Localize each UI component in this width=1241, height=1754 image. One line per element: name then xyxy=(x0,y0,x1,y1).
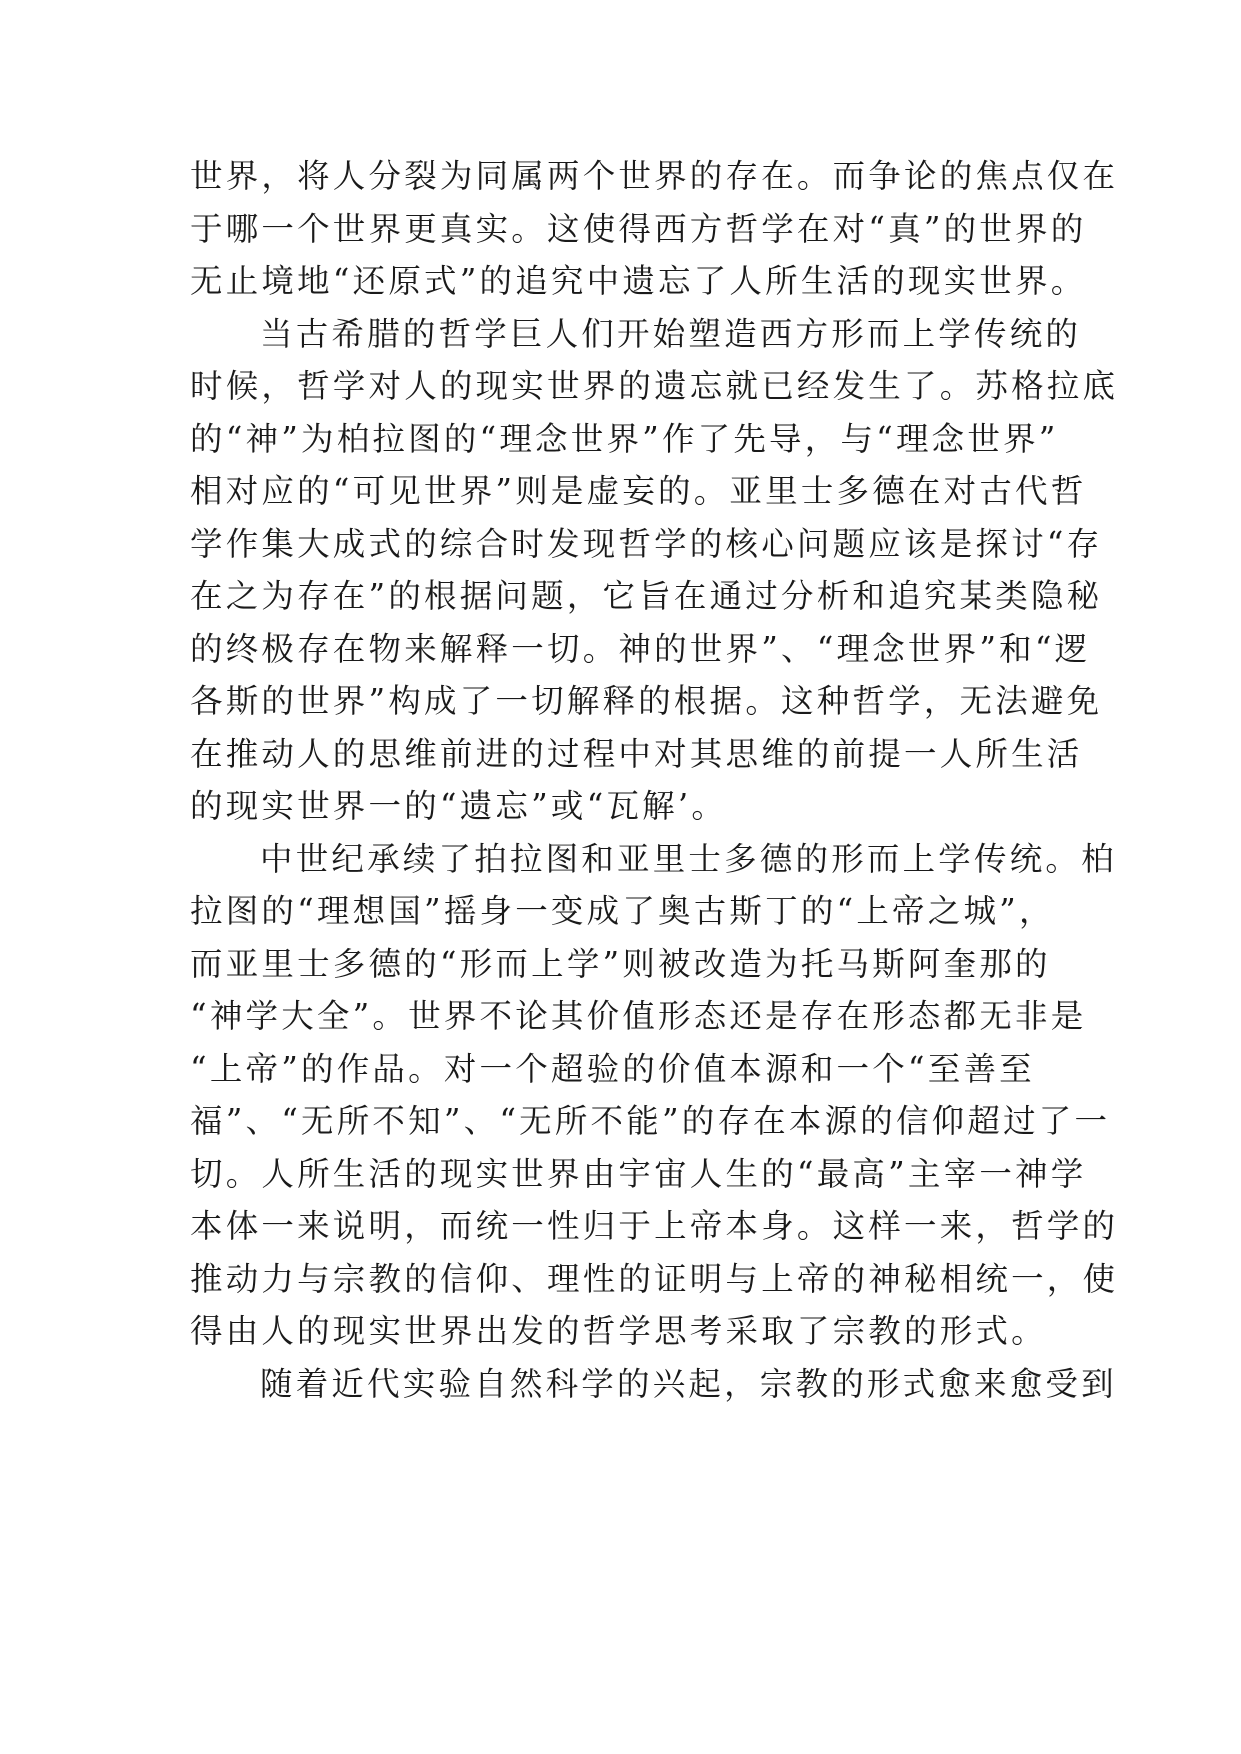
text-line: 中世纪承续了拍拉图和亚里士多德的形而上学传统。柏 xyxy=(260,839,1117,878)
text-line: 本体一来说明，而统一性归于上帝本身。这样一来，哲学的 xyxy=(190,1207,1119,1245)
text-line: “神学大全”。世界不论其价值形态还是存在形态都无非是 xyxy=(190,997,1087,1035)
text-line: 在之为存在”的根据问题，它旨在通过分析和追究某类隐秘 xyxy=(190,577,1103,615)
text-line: 福”、“无所不知”、“无所不能”的存在本源的信仰超过了一 xyxy=(190,1102,1111,1140)
text-line: 相对应的“可见世界”则是虚妄的。亚里士多德在对古代哲 xyxy=(190,472,1087,510)
text-line: 世界，将人分裂为同属两个世界的存在。而争论的焦点仅在 xyxy=(190,157,1119,195)
text-line: 的现实世界一的“遗忘”或“瓦解’。 xyxy=(190,787,728,825)
text-line: 在推动人的思维前进的过程中对其思维的前提一人所生活 xyxy=(190,734,1083,773)
text-line: 学作集大成式的综合时发现哲学的核心问题应该是探讨“存 xyxy=(190,524,1103,563)
text-line: 拉图的“理想国”摇身一变成了奥古斯丁的“上帝之城”， xyxy=(190,892,1055,930)
text-line: 当古希腊的哲学巨人们开始塑造西方形而上学传统的 xyxy=(260,314,1082,353)
text-line: 的“神”为柏拉图的“理念世界”作了先导，与“理念世界” xyxy=(190,419,1059,458)
text-line: 得由人的现实世界出发的哲学思考采取了宗教的形式。 xyxy=(190,1312,1047,1350)
text-line: 而亚里士多德的“形而上学”则被改造为托马斯阿奎那的 xyxy=(190,944,1051,983)
text-line: 的终极存在物来解释一切。神的世界”、“理念世界”和“逻 xyxy=(190,629,1091,668)
text-line: 切。人所生活的现实世界由宇宙人生的“最高”主宰一神学 xyxy=(190,1154,1087,1193)
text-line: 无止境地“还原式”的追究中遗忘了人所生活的现实世界。 xyxy=(190,262,1087,300)
body-text xyxy=(190,150,1119,1410)
text-line: 于哪一个世界更真实。这使得西方哲学在对“真”的世界的 xyxy=(190,209,1087,248)
text-line: 各斯的世界”构成了一切解释的根据。这种哲学，无法避免 xyxy=(190,682,1103,720)
text-line: 推动力与宗教的信仰、理性的证明与上帝的神秘相统一，使 xyxy=(190,1259,1119,1298)
text-line: “上帝”的作品。对一个超验的价值本源和一个“至善至 xyxy=(190,1049,1035,1088)
text-line: 随着近代实验自然科学的兴起，宗教的形式愈来愈受到 xyxy=(260,1364,1117,1403)
text-line: 时候，哲学对人的现实世界的遗忘就已经发生了。苏格拉底 xyxy=(190,367,1119,405)
